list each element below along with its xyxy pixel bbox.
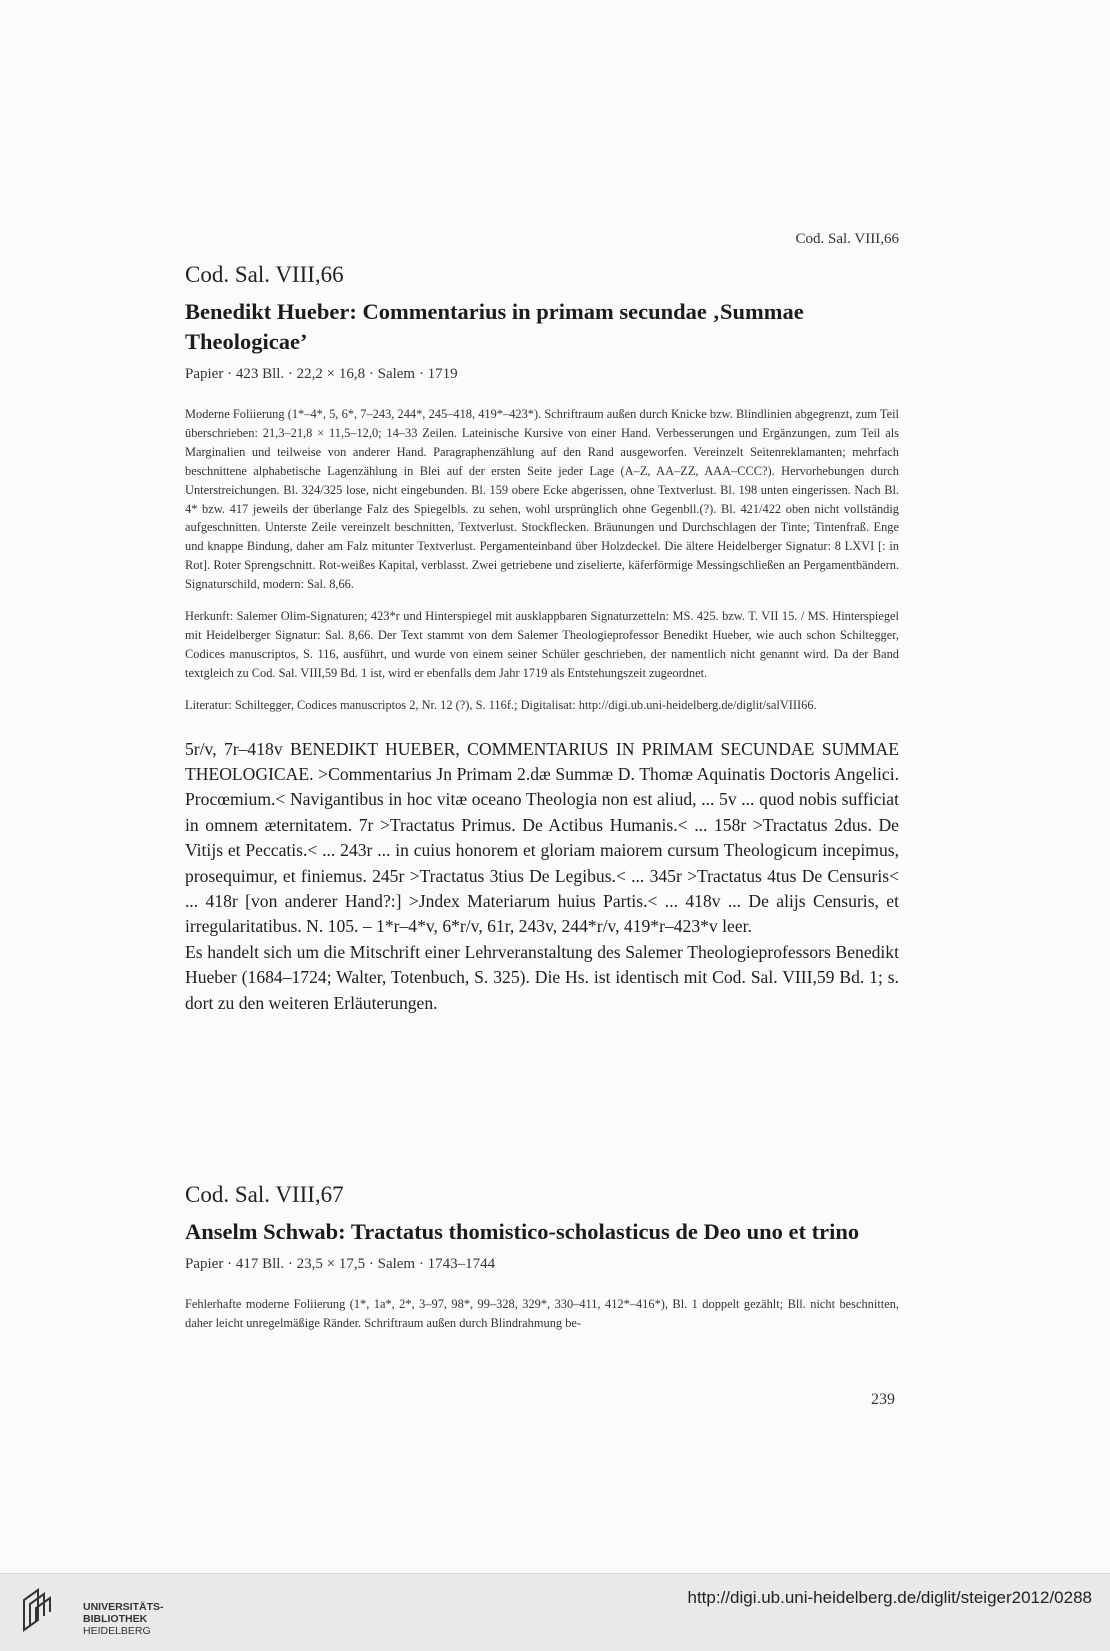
entry-signature: Cod. Sal. VIII,67 <box>185 1182 344 1207</box>
entry-signature: Cod. Sal. VIII,66 <box>185 262 344 287</box>
entry-physical-data: Papier · 423 Bll. · 22,2 × 16,8 · Salem · 1719 <box>185 366 458 382</box>
viewer-footer <box>0 1573 1110 1651</box>
entry-cod-sal-viii-67 <box>185 1182 899 1333</box>
logo-line: BIBLIOTHEK <box>83 1613 148 1625</box>
entry-cod-sal-viii-66 <box>185 262 899 1016</box>
logo-text <box>83 1601 164 1637</box>
logo-line: UNIVERSITÄTS- <box>83 1601 164 1613</box>
entry-contents: 5r/v, 7r–418v BENEDIKT HUEBER, COMMENTARIUS IN PRIMAM SECUNDAE SUMMAE THEOLOGICAE. >Commentarius Jn Primam 2.dæ Summæ D. Thomæ Aquinatis Doctoris Angelici. Procœmium.< Navigantibus in hoc vitæ oceano Theologia non est aliud, ... 5v ... quod nobis sufficiat in omnem æternitatem. 7r >Tractatus Primus. De Actibus Humanis.< ... 158r >Tractatus 2dus. De Vitijs et Peccatis.< ... 243r ... in cuius honorem et gloriam maiorem cursum Theologicum incepimus, prosequimur, et finiemus. 245r >Tractatus 3tius De Legibus.< ... 345r >Tractatus 4tus De Censuris< ... 418r [von anderer Hand?:] >Jndex Materiarum huius Partis.< ... 418v ... De alijs Censuris, et irregularitatibus. N. 105. – 1*r–4*v, 6*r/v, 61r, 243v, 244*r/v, 419*r–423*v leer. <box>185 738 899 937</box>
permalink-url[interactable]: http://digi.ub.uni-heidelberg.de/diglit/steiger2012/0288 <box>687 1588 1092 1607</box>
page-number: 239 <box>871 1391 895 1408</box>
entry-description: Moderne Foliierung (1*–4*, 5, 6*, 7–243, 244*, 245–418, 419*–423*). Schriftraum außen durch Knicke bzw. Blindlinien abgegrenzt, zum Teil überschrieben: 21,3–21,8 × 11,5–12,0; 14–33 Zeilen. Lateinische Kursive von einer Hand. Verbesserungen und Ergänzungen, zum Teil als Marginalien und teilweise von anderer Hand. Paragraphenzählung auf den Rand ausgeworfen. Vereinzelt Seitenreklamanten; mehrfach beschnittene alphabetische Lagenzählung in Blei auf der ersten Seite jeder Lage (A–Z, AA–ZZ, AAA–CCC?). Hervorhebungen durch Unterstreichungen. Bl. 324/325 lose, nicht eingebunden. Bl. 159 obere Ecke abgerissen, ohne Textverlust. Bl. 198 unten eingerissen. Nach Bl. 4* bzw. 417 jeweils der überlange Falz des Spiegelbls. zu sehen, wohl ursprünglich ohne Gegenbll.(?). Bl. 421/422 oben nicht vollständig aufgeschnitten. Unterste Zeile vereinzelt beschnitten, Textverlust. Stockflecken. Bräunungen und Durchschlagen der Tinte; Tintenfraß. Enge und knappe Bindung, daher am Falz mitunter Textverlust. Pergamenteinband über Holzdeckel. Die ältere Heidelberger Signatur: 8 LXVI [: in Rot]. Roter Sprengschnitt. Rot-weißes Kapital, verblasst. Zwei getriebene und ziselierte, käferförmige Messingschließen an Pergamentbändern. Signaturschild, modern: Sal. 8,66. <box>185 407 899 592</box>
entry-title: Anselm Schwab: Tractatus thomistico-scholasticus de Deo uno et trino <box>185 1219 860 1244</box>
entry-title: Benedikt Hueber: Commentarius in primam secundae ‚Summae Theologicae’ <box>185 299 804 354</box>
running-head: Cod. Sal. VIII,66 <box>795 231 899 247</box>
entry-description: Fehlerhafte moderne Foliierung (1*, 1a*, 2*, 3–97, 98*, 99–328, 329*, 330–411, 412*–416*), Bl. 1 doppelt gezählt; Bll. nicht beschnitten, daher leicht unregelmäßige Ränder. Schriftraum außen durch Blindrahmung be- <box>185 1297 899 1330</box>
ub-heidelberg-logo[interactable] <box>18 1586 164 1638</box>
entry-commentary: Es handelt sich um die Mitschrift einer Lehrveranstaltung des Salemer Theologieprofessors Benedikt Hueber (1684–1724; Walter, Totenbuch, S. 325). Die Hs. ist identisch mit Cod. Sal. VIII,59 Bd. 1; s. dort zu den weiteren Erläuterungen. <box>185 941 899 1013</box>
entry-provenance: Herkunft: Salemer Olim-Signaturen; 423*r und Hinterspiegel mit ausklappbaren Signaturzetteln: MS. 425. bzw. T. VII 15. / MS. Hinterspiegel mit Heidelberger Signatur: Sal. 8,66. Der Text stammt von dem Salemer Theologieprofessor Benedikt Hueber, wie auch schon Schiltegger, Codices manuscriptos, S. 116, ausführt, und wurde von einem seiner Schüler geschrieben, der namentlich nicht genannt wird. Da der Band textgleich zu Cod. Sal. VIII,59 Bd. 1 ist, wird er ebenfalls dem Jahr 1719 als Entstehungszeit zugeordnet. <box>185 609 899 680</box>
entry-literature: Literatur: Schiltegger, Codices manuscriptos 2, Nr. 12 (?), S. 116f.; Digitalisat: http://digi.ub.uni-heidelberg.de/diglit/salVIII66. <box>185 697 817 712</box>
entry-physical-data: Papier · 417 Bll. · 23,5 × 17,5 · Salem · 1743–1744 <box>185 1256 496 1272</box>
logo-line: HEIDELBERG <box>83 1625 151 1637</box>
library-logo-icon <box>18 1586 62 1634</box>
